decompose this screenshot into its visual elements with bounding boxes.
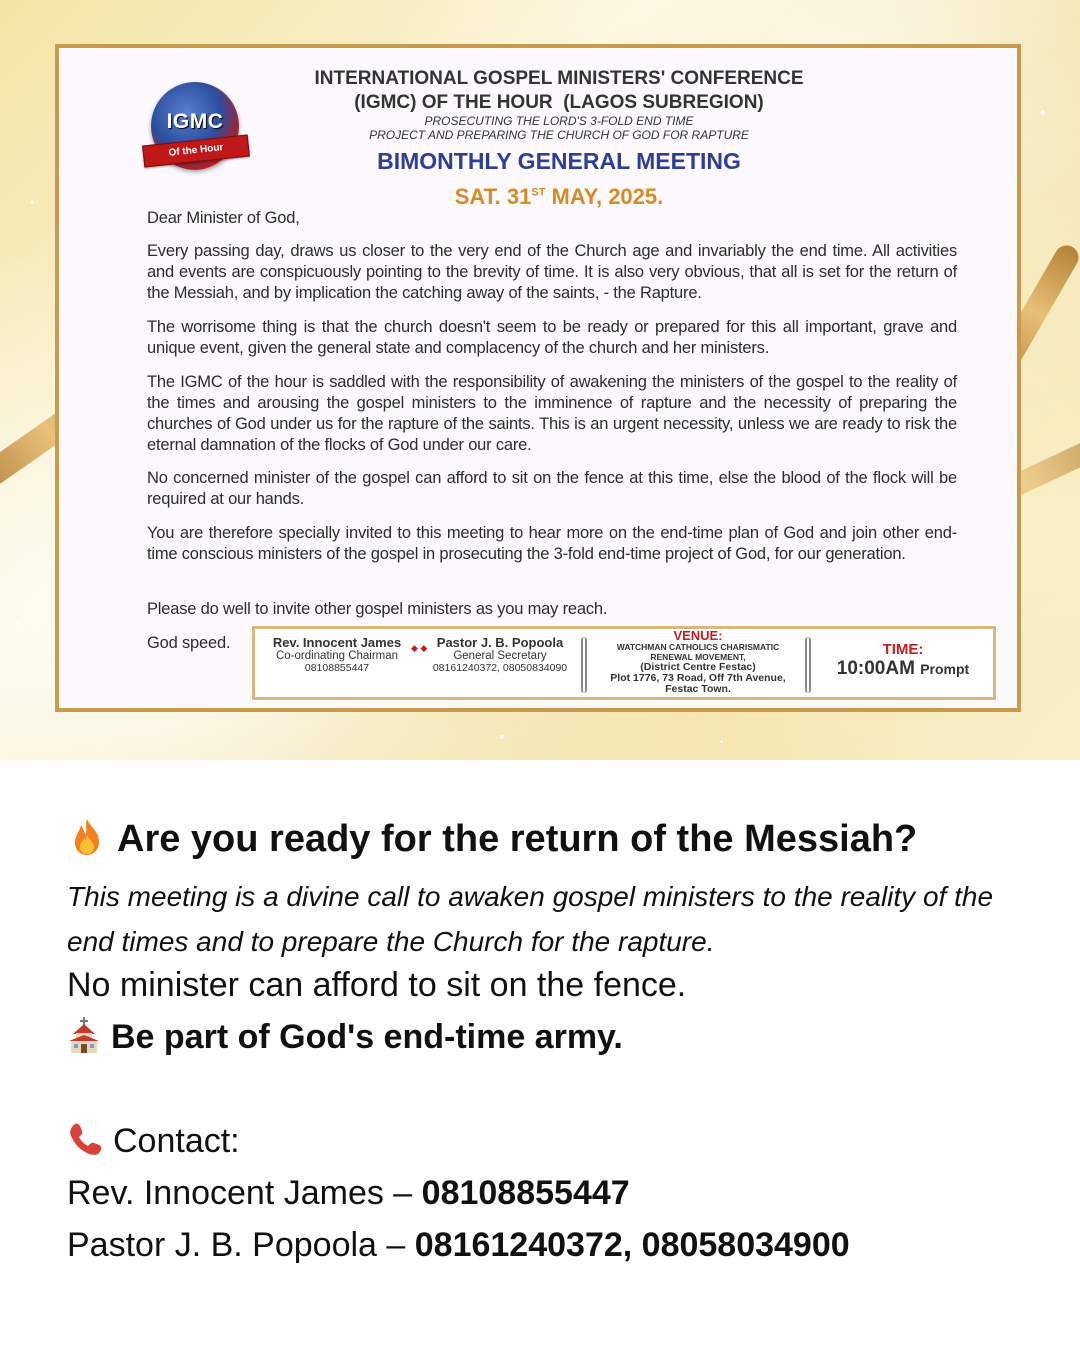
paragraph-4: No concerned minister of the gospel can afford to sit on the fence at this time, else the blood of the flock will be required at our hands.	[147, 469, 957, 508]
caption-heading	[67, 818, 917, 861]
pastor-contact-phone[interactable]: 08161240372, 08058034900	[414, 1226, 850, 1264]
time-heading: TIME:	[882, 641, 924, 658]
paragraph-5: You are therefore specially invited to this meeting to hear more on the end-time plan of God and join other end-time conscious ministers of the gospel in prosecuting the 3-fold end-time project of God, for our generation.	[147, 524, 957, 563]
paragraph-6: Please do well to invite other gospel ministers as you may reach.	[147, 600, 608, 618]
paragraph-1: Every passing day, draws us closer to the very end of the Church age and invariably the end time. All activities and events are conspicuously pointing to the brevity of time. It is also very obvious, that all is set for the return of the Messiah, and by implication the catching away of the saints, - the Rapture.	[147, 242, 957, 302]
heading-text: Are you ready for the return of the Messiah?	[117, 818, 918, 860]
header-line-2: (IGMC) OF THE HOUR (LAGOS SUBREGION)	[354, 92, 764, 113]
rev-contact-phone[interactable]: 08108855447	[421, 1174, 630, 1212]
invitation-letter	[55, 44, 1021, 712]
phone-icon	[67, 1121, 103, 1157]
venue-line-3: (District Centre Festac)	[640, 661, 756, 673]
info-box	[252, 626, 996, 700]
meeting-date	[199, 184, 919, 210]
rev-name: Rev. Innocent James	[272, 635, 402, 650]
venue-line-1: WATCHMAN CATHOLICS CHARISMATIC	[616, 642, 780, 652]
venue-heading: VENUE:	[673, 628, 723, 643]
logo-banner: Of the Hour	[142, 135, 250, 168]
header-line-1: INTERNATIONAL GOSPEL MINISTERS' CONFERENCE	[314, 68, 804, 89]
fire-icon	[67, 817, 107, 857]
time-column	[815, 635, 991, 680]
venue-line-2: RENEWAL MOVEMENT,	[650, 652, 746, 662]
time-suffix: Prompt	[920, 661, 970, 677]
time-value	[815, 658, 991, 680]
rev-contact-name: Rev. Innocent James –	[67, 1174, 422, 1212]
church-icon	[67, 1017, 101, 1053]
rev-column	[259, 635, 415, 674]
diamond-icon: ◆ ◆	[411, 643, 428, 653]
header-line-3: PROSECUTING THE LORD'S 3-FOLD END TIME	[424, 114, 694, 128]
meeting-title: BIMONTHLY GENERAL MEETING	[377, 148, 741, 174]
pastor-phone: 08161240372, 08050834090	[432, 662, 568, 674]
venue-line-5: Festac Town.	[665, 683, 731, 695]
divider-icon	[581, 637, 587, 693]
pastor-column	[425, 635, 575, 674]
venue-column	[591, 629, 805, 695]
paragraph-2: The worrisome thing is that the church doesn't seem to be ready or prepared for this all important, grave and unique event, given the general state and complacency of the church and her ministers.	[147, 318, 957, 357]
caption-army	[67, 1018, 623, 1057]
caption-italic: This meeting is a divine call to awaken gospel ministers to the reality of the end times and to prepare the Church for the rapture.	[67, 881, 994, 957]
pastor-role: General Secretary	[453, 650, 547, 662]
pastor-name: Pastor J. B. Popoola	[436, 635, 564, 650]
header-line-4: PROJECT AND PREPARING THE CHURCH OF GOD FOR RAPTURE	[369, 128, 749, 142]
time-main: 10:00AM	[836, 658, 915, 679]
pastor-contact-name: Pastor J. B. Popoola –	[67, 1226, 415, 1264]
date-suffix: ST	[531, 186, 546, 199]
venue-line-4: Plot 1776, 73 Road, Off 7th Avenue,	[610, 672, 786, 684]
caption-rev-contact	[67, 1174, 630, 1213]
date-prefix: SAT. 31	[454, 184, 532, 209]
divider-icon	[805, 637, 811, 693]
caption-pastor-contact	[67, 1226, 850, 1265]
salutation: Dear Minister of God,	[147, 209, 300, 227]
paragraph-3: The IGMC of the hour is saddled with the responsibility of awakening the ministers of the gospel to the reality of the times and arousing the gospel ministers to the imminence of rapture and the necessity of preparing the churches of God under us for the rapture of the saints. This is an urgent necessity, unless we are ready to risk the eternal damnation of the flocks of God under our care.	[147, 373, 957, 454]
caption-fence: No minister can afford to sit on the fence.	[67, 966, 687, 1004]
rev-role: Co-ordinating Chairman	[275, 650, 399, 662]
army-text: Be part of God's end-time army.	[111, 1018, 623, 1056]
logo-text: IGMC	[166, 110, 224, 133]
contact-label: Contact:	[113, 1122, 240, 1160]
rev-phone: 08108855447	[304, 662, 370, 674]
caption-contact	[67, 1122, 240, 1161]
date-rest: MAY, 2025.	[545, 184, 664, 209]
signoff: God speed.	[147, 634, 231, 652]
